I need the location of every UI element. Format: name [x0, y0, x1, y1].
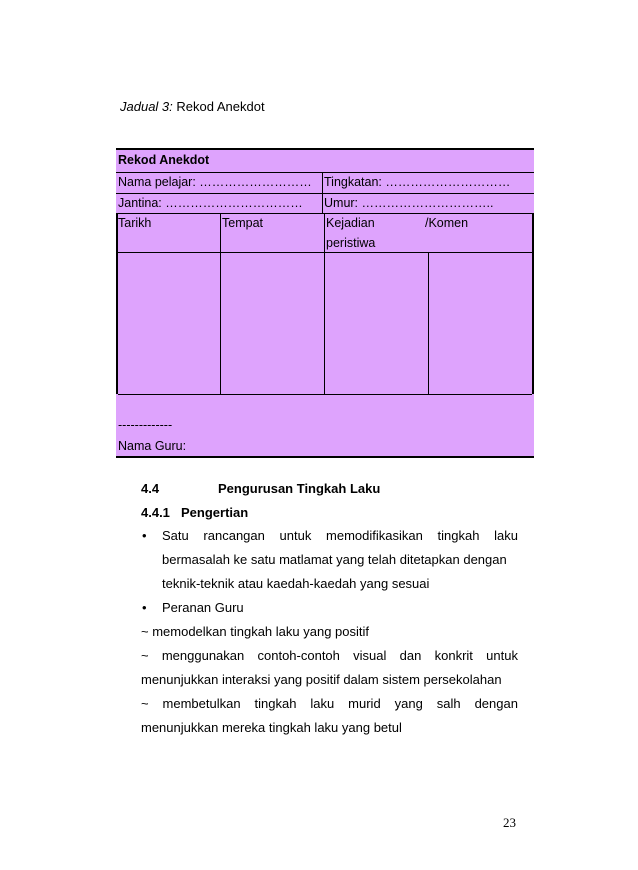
item2-line1 [141, 648, 518, 663]
row-divider [118, 252, 532, 253]
justified-word: murid [348, 696, 381, 711]
justified-word: untuk [279, 528, 312, 543]
justified-word: yang [394, 696, 423, 711]
item3-line2: menunjukkan mereka tingkah laku yang betul [141, 720, 402, 735]
bullet-marker: • [142, 528, 147, 543]
column-divider [116, 213, 118, 394]
column-header-tarikh: Tarikh [118, 216, 152, 230]
section-number: 4.4 [141, 481, 160, 496]
justified-word: Satu [162, 528, 189, 543]
justified-word: laku [310, 696, 335, 711]
column-divider [428, 252, 429, 394]
justified-word: visual [353, 648, 387, 663]
justified-word: menggunakan [161, 648, 245, 663]
item1-text: ~ memodelkan tingkah laku yang positif [141, 624, 369, 639]
rekod-anekdot-table [116, 148, 534, 458]
umur-field: Umur: ………………………….. [324, 196, 494, 210]
justified-word: konkrit [434, 648, 473, 663]
justified-word: salh [436, 696, 461, 711]
justified-word: dan [399, 648, 422, 663]
bullet1-line1 [162, 528, 518, 543]
column-divider [322, 172, 323, 213]
column-divider [220, 213, 221, 394]
table-heading: Rekod Anekdot [118, 153, 210, 167]
nama-guru-label: Nama Guru: [118, 439, 187, 453]
justified-word: ~ [141, 696, 149, 711]
row-divider [118, 394, 532, 395]
table-caption [120, 99, 265, 114]
bullet-marker: • [142, 600, 147, 615]
justified-word: ~ [141, 648, 149, 663]
column-header-tempat: Tempat [222, 216, 263, 230]
justified-word: untuk [486, 648, 518, 663]
subsection-number: 4.4.1 [141, 505, 170, 520]
signature-line: ------------- [118, 418, 173, 432]
caption-label: Jadual 3: [120, 99, 173, 114]
item2-line2: menunjukkan interaksi yang positif dalam sistem persekolahan [141, 672, 502, 687]
row-divider [116, 213, 534, 214]
justified-word: contoh-contoh [257, 648, 340, 663]
caption-title: Rekod Anekdot [176, 99, 265, 114]
column-divider [532, 213, 534, 394]
section-title: Pengurusan Tingkah Laku [218, 481, 381, 496]
justified-word: dengan [474, 696, 518, 711]
bullet1-line2: bermasalah ke satu matlamat yang telah ditetapkan dengan [162, 552, 507, 567]
justified-word: memodifikasikan [326, 528, 423, 543]
nama-pelajar-field: Nama pelajar: ……………………… [118, 175, 312, 189]
page-number: 23 [503, 815, 516, 830]
bullet1-line3: teknik-teknik atau kaedah-kaedah yang sesuai [162, 576, 430, 591]
column-header-kejadian: Kejadian [326, 216, 375, 230]
justified-word: rancangan [203, 528, 265, 543]
bullet2-text: Peranan Guru [162, 600, 244, 615]
tingkatan-field: Tingkatan: ………………………… [324, 175, 511, 189]
justified-word: tingkah [437, 528, 480, 543]
justified-word: laku [494, 528, 518, 543]
item3-line1 [141, 696, 518, 711]
row-divider [116, 172, 534, 173]
justified-word: membetulkan [162, 696, 241, 711]
row-divider [116, 193, 534, 194]
column-header-komen: /Komen [425, 216, 469, 230]
justified-word: tingkah [254, 696, 297, 711]
column-divider [324, 213, 325, 394]
subsection-title: Pengertian [181, 505, 249, 520]
jantina-field: Jantina: …………………………… [118, 196, 303, 210]
column-header-peristiwa: peristiwa [326, 236, 376, 250]
